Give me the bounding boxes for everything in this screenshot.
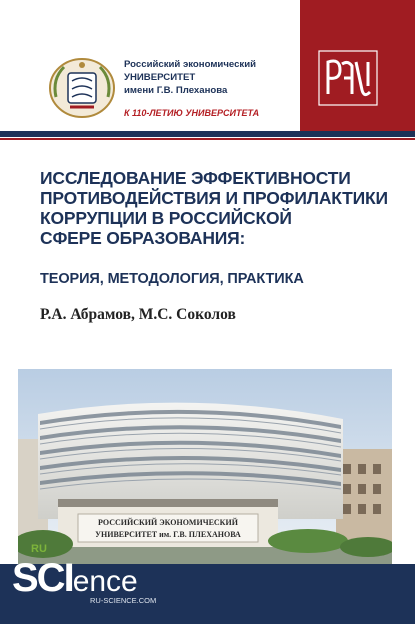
book-title [40,168,400,248]
university-line: имени Г.В. Плеханова [124,85,228,96]
university-name [124,58,284,97]
title-line: СФЕРЕ ОБРАЗОВАНИЯ: [40,228,246,248]
university-building-photo [18,369,392,569]
title-line: КОРРУПЦИИ В РОССИЙСКОЙ [40,208,292,228]
anniversary-label: К 110-ЛЕТИЮ УНИВЕРСИТЕТА [124,108,260,118]
publisher-url: RU-SCIENCE.COM [90,596,157,605]
reu-monogram-icon [318,50,378,106]
university-line: УНИВЕРСИТЕТ [124,72,196,83]
publisher-ence: ence [72,565,138,598]
building-sign-line: РОССИЙСКИЙ ЭКОНОМИЧЕСКИЙ [98,518,238,527]
university-seal-icon [48,57,116,119]
header-divider [0,131,415,137]
title-line: ПРОТИВОДЕЙСТВИЯ И ПРОФИЛАКТИКИ [40,188,388,208]
title-line: ИССЛЕДОВАНИЕ ЭФФЕКТИВНОСТИ [40,168,351,188]
university-line: Российский экономический [124,59,257,70]
building-sign-line: УНИВЕРСИТЕТ им. Г.В. ПЛЕХАНОВА [95,530,241,539]
publisher-sci: SCI [12,556,73,600]
publisher-ru: RU [31,543,47,555]
book-authors: Р.А. Абрамов, М.С. Соколов [40,306,236,323]
book-subtitle: ТЕОРИЯ, МЕТОДОЛОГИЯ, ПРАКТИКА [40,271,304,287]
header-accent-line [0,138,415,140]
